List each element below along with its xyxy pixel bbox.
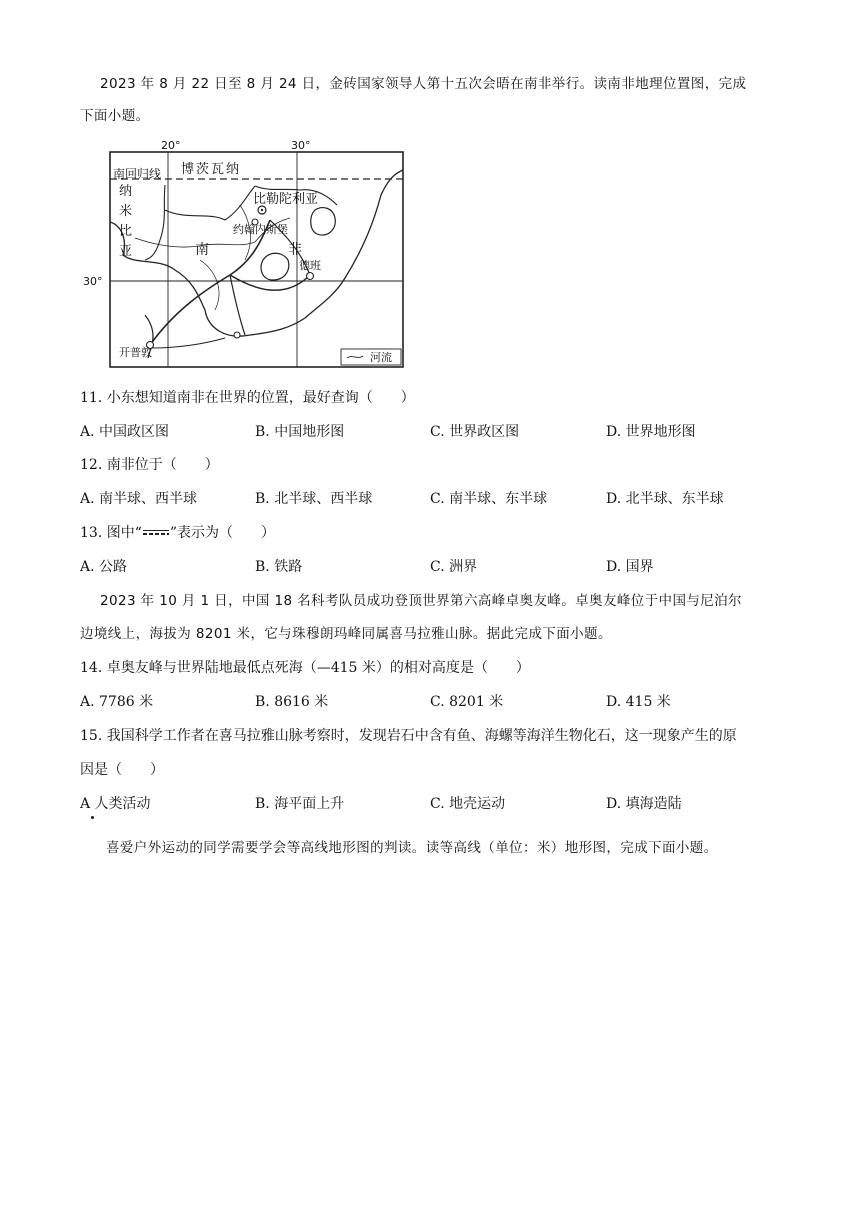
south-africa-map	[83, 139, 405, 370]
intro-3-line-1: 喜爱户外运动的同学需要学会等高线地形图的判读。读等高线（单位：米）地形图，完成下面小题。	[106, 840, 718, 856]
legend-label: 河流	[370, 351, 392, 364]
q14-option-b[interactable]: B. 8616 米	[255, 694, 329, 710]
q11-option-a[interactable]: A. 中国政区图	[80, 424, 170, 440]
namibia-char: 米	[119, 204, 133, 219]
q11-option-b[interactable]: B. 中国地形图	[255, 424, 345, 440]
q15-option-d[interactable]: D. 填海造陆	[606, 796, 682, 812]
q13-option-c[interactable]: C. 洲界	[430, 559, 478, 575]
namibia-char: 纳	[119, 184, 133, 199]
south-africa-label-2: 非	[288, 242, 302, 258]
q11-option-d[interactable]: D. 世界地形图	[606, 424, 696, 440]
q13-option-b[interactable]: B. 铁路	[255, 559, 303, 575]
lesotho	[261, 253, 289, 280]
durban-label: 德班	[299, 259, 321, 272]
intro-1-line-2: 下面小题。	[80, 108, 150, 124]
q14-option-a[interactable]: A. 7786 米	[80, 694, 154, 710]
q11-option-c[interactable]: C. 世界政区图	[430, 424, 520, 440]
q13-stem-before: 13. 图中“	[80, 525, 142, 541]
intro-2-line-2: 边境线上，海拔为 8201 米，它与珠穆朗玛峰同属喜马拉雅山脉。据此完成下面小题。	[80, 626, 612, 642]
q11-stem: 11. 小东想知道南非在世界的位置，最好查询（ ）	[80, 390, 415, 406]
q12-option-a[interactable]: A. 南半球、西半球	[80, 491, 198, 507]
q15-option-a[interactable]: A 人类活动	[80, 796, 151, 812]
tropic-label: 南回归线	[113, 167, 162, 181]
namibia-char: 亚	[119, 244, 133, 259]
q14-option-d[interactable]: D. 415 米	[606, 694, 671, 710]
namibia-label	[119, 182, 135, 262]
johannesburg-label: 约翰内斯堡	[233, 223, 288, 236]
q13-stem-after: ”表示为（ ）	[169, 525, 276, 541]
q14-stem: 14. 卓奥友峰与世界陆地最低点死海（—415 米）的相对高度是（ ）	[80, 660, 530, 676]
q13-option-d[interactable]: D. 国界	[606, 559, 654, 575]
pretoria-label: 比勒陀利亚	[253, 192, 319, 207]
lon-20-label: 20°	[161, 139, 181, 152]
q15-stem-line-2: 因是（ ）	[80, 762, 164, 778]
q12-option-c[interactable]: C. 南半球、东半球	[430, 491, 548, 507]
lon-30-label: 30°	[291, 139, 311, 152]
q12-option-d[interactable]: D. 北半球、东半球	[606, 491, 724, 507]
stray-dot	[91, 816, 94, 819]
q15-stem-line-1: 15. 我国科学工作者在喜马拉雅山脉考察时，发现岩石中含有鱼、海螺等海洋生物化石，这一现象产生的原	[80, 728, 737, 744]
namibia-char: 比	[119, 224, 133, 239]
q13-option-a[interactable]: A. 公路	[80, 559, 128, 575]
q15-option-b[interactable]: B. 海平面上升	[255, 796, 345, 812]
intro-1-line-1: 2023 年 8 月 22 日至 8 月 24 日，金砖国家领导人第十五次会晤在南非举行。读南非地理位置图，完成	[100, 76, 747, 92]
eswatini	[311, 208, 336, 235]
intro-2-line-1: 2023 年 10 月 1 日，中国 18 名科考队员成功登顶世界第六高峰卓奥友峰。卓奥友峰位于中国与尼泊尔	[100, 593, 742, 609]
q14-option-c[interactable]: C. 8201 米	[430, 694, 504, 710]
q15-option-c[interactable]: C. 地壳运动	[430, 796, 506, 812]
q12-stem: 12. 南非位于（ ）	[80, 457, 219, 473]
pe-marker	[234, 332, 240, 338]
south-africa-label-1: 南	[195, 242, 209, 258]
lat-30-label: 30°	[83, 275, 103, 288]
q13-stem	[80, 523, 275, 543]
railway-symbol-icon	[143, 530, 169, 536]
q12-option-b[interactable]: B. 北半球、西半球	[255, 491, 373, 507]
botswana-label: 博茨瓦纳	[181, 162, 242, 177]
cape-town-label: 开普敦	[119, 346, 152, 359]
